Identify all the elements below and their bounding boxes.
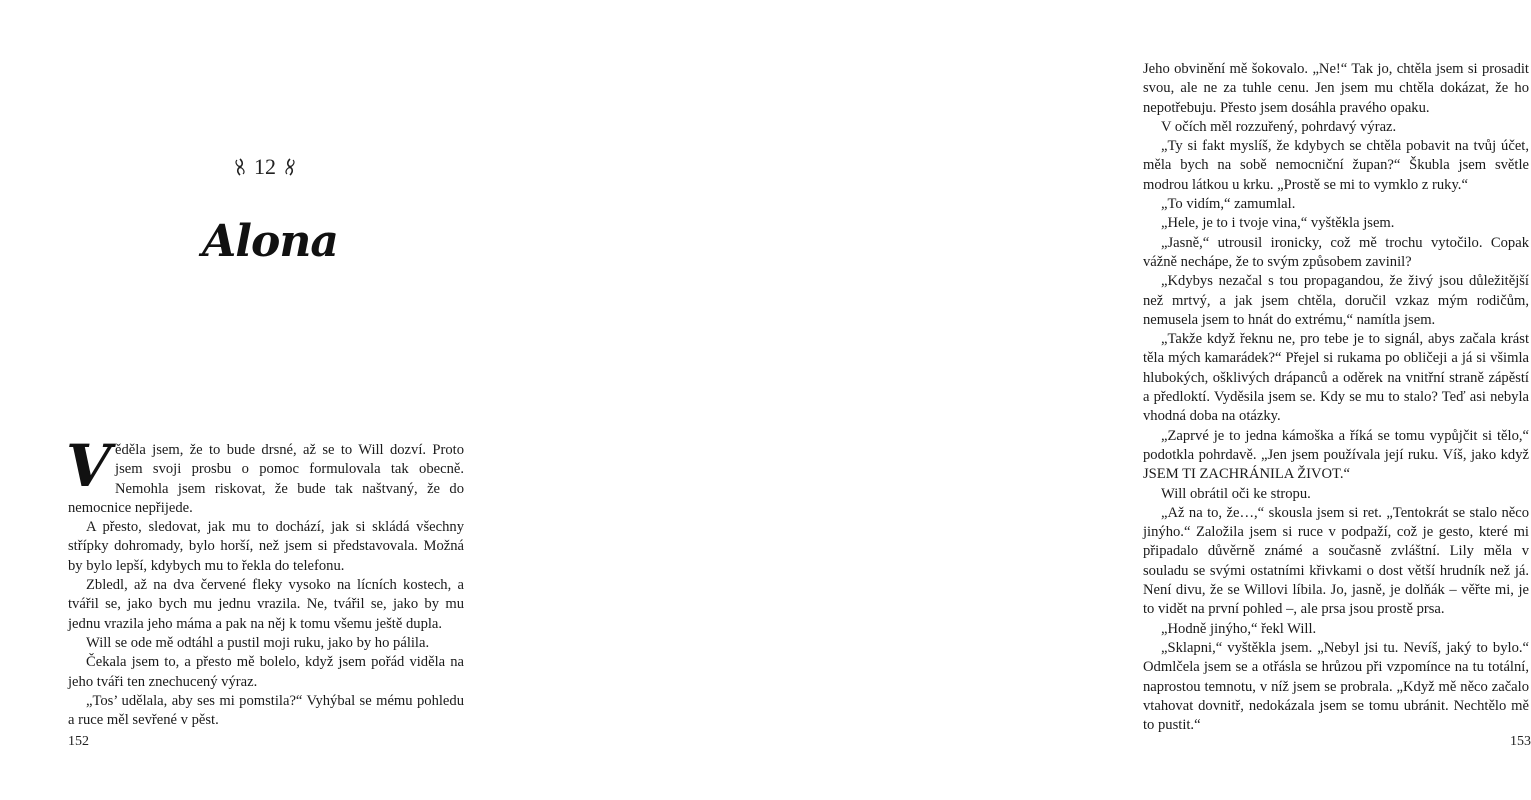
chapter-number: 12 [254,154,276,179]
paragraph: „To vidím,“ zamumlal. [1161,196,1296,213]
chapter-heading [200,152,330,182]
paragraph: V očích měl rozzuřený, pohrdavý výraz. [1161,118,1397,135]
page-number: 152 [68,734,89,749]
fleuron-icon [234,158,246,176]
paragraph: Zbledl, až na dva červené fleky vysoko na lícních kostech, a tvářil se, jako bych mu jednu vrazila. Ne, tvářil se, jako by mu jednu vrazila jeho máma a pak na něj k tomu všemu ještě dupla. [68,577,464,632]
page-number: 153 [1510,734,1531,749]
paragraph: „Až na to, že…,“ skousla jsem si ret. „Tentokrát se stalo něco jinýho.“ Založila jsem si ruce v podpaží, což je gesto, které mi připadalo důvěrně známé a současně zvláštní. Lily měla v souladu se svými ostatními křivkami o dost větší hrudník než já. Není divu, že se Willovi líbila. Jo, jasně, je dolňák – věřte mi, je to vidět na první pohled –, ale prsa jsou prostě prsa. [1143,504,1529,618]
paragraph: Věděla jsem, že to bude drsné, až se to Will dozví. Proto jsem svoji prosbu o pomoc formulovala tak obecně. Nemohla jsem riskovat, že bude tak naštvaný, že do nemocnice nepřijede. [66,432,464,516]
left-body-text [66,432,464,730]
paragraph: „Hele, je to i tvoje vina,“ vyštěkla jsem. [1161,215,1395,232]
paragraph: „Takže když řeknu ne, pro tebe je to signál, abys začala krást těla mých kamarádek?“ Přejel si rukama po obličeji a já si všimla hlubokých, ošklivých drápanců a oděrek na vnitřní straně zápěstí a předloktí. Vyděsila jsem se. Kdy se mu to stalo? Teď asi nebyla vhodná doba na otázky. [1143,331,1529,425]
paragraph: „Zaprvé je to jedna kámoška a říká se tomu vypůjčit si tělo,“ podotkla pohrdavě. „Jen jsem používala její ruku. Víš, jako když JSEM TI ZACHRÁNILA ŽIVOT.“ [1143,427,1529,483]
right-page [532,0,1531,800]
paragraph: „Jasně,“ utrousil ironicky, což mě trochu vytočilo. Copak vážně nechápe, že to svým způsobem zavinil? [1143,234,1529,270]
paragraph: Will se ode mě odtáhl a pustil moji ruku, jako by ho pálila. [86,634,430,651]
paragraph: „Tos’ udělala, aby ses mi pomstila?“ Vyhýbal se mému pohledu a ruce měl sevřené v pěst. [68,692,464,729]
paragraph: Will obrátil oči ke stropu. [1161,485,1311,502]
left-page [0,0,532,800]
paragraph: „Sklapni,“ vyštěkla jsem. „Nebyl jsi tu. Nevíš, jaký to bylo.“ Odmlčela jsem se a otřásla se hrůzou při vzpomínce na tu totální, naprostou temnotu, v níž jsem se probrala. „Když mě něco začalo vtahovat dovnitř, nedokázala jsem se tomu ubránit. Nechtělo mě to pustit.“ [1143,639,1529,734]
paragraph: „Hodně jinýho,“ řekl Will. [1161,620,1317,637]
paragraph: A přesto, sledovat, jak mu to dochází, jak si skládá všechny střípky dohromady, bylo horší, než jsem si představovala. Možná by bylo lepší, kdybych mu to řekla do telefonu. [68,519,464,574]
drop-cap: V [66,432,112,500]
chapter-title: Alona [202,216,338,267]
paragraph: Čekala jsem to, a přesto mě bolelo, když jsem pořád viděla na jeho tváři ten znechucený výraz. [68,654,464,690]
right-body-text [1143,60,1529,735]
paragraph: „Ty si fakt myslíš, že kdybych se chtěla pobavit na tvůj účet, měla bych na sobě nemocniční župan?“ Škubla jsem světle modrou látkou u krku. „Prostě se mi to vymklo z ruky.“ [1143,138,1529,193]
paragraph: „Kdybys nezačal s tou propagandou, že živý jsou důležitější než mrtvý, a jak jsem chtěla, doručil vzkaz mým rodičům, nemusela jsem to hnát do extrému,“ namítla jsem. [1143,273,1529,328]
paragraph: Jeho obvinění mě šokovalo. „Ne!“ Tak jo, chtěla jsem si prosadit svou, ale ne za tuhle cenu. Jen jsem mu chtěla dokázat, že ho nepotřebuju. Přesto jsem dosáhla pravého opaku. [1143,61,1529,116]
fleuron-icon [284,158,296,176]
